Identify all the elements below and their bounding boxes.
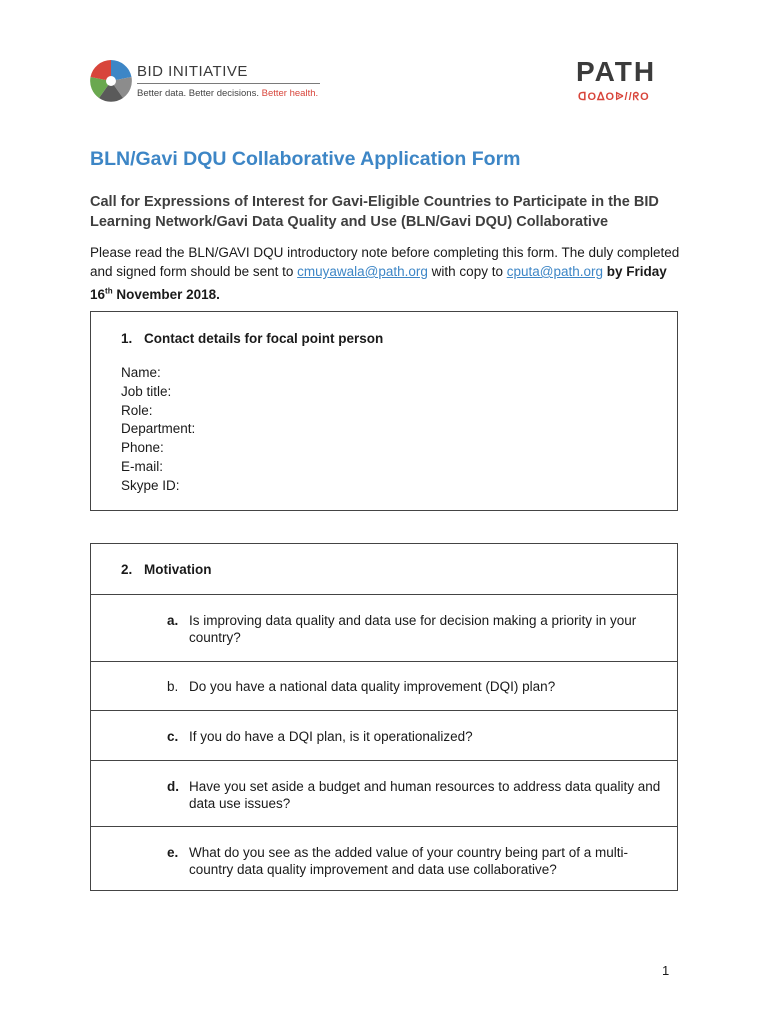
question-c bbox=[167, 728, 667, 745]
intro-text-1: Please read the BLN/GAVI DQU introductory note before completing this form. The duly completed and signed form should be sent to bbox=[90, 245, 680, 279]
question-a-text: Is improving data quality and data use for decision making a priority in your country? bbox=[189, 613, 637, 645]
deadline-pre: by Friday 16 bbox=[90, 264, 667, 302]
form-subtitle: Call for Expressions of Interest for Gavi-Eligible Countries to Participate in the BID Learning Network/Gavi Data Quality and Use (BLN/Gavi DQU) Collaborative bbox=[90, 194, 659, 230]
bid-tagline bbox=[137, 88, 318, 99]
question-e-letter: e. bbox=[167, 845, 179, 860]
section-2-number: 2. bbox=[121, 562, 133, 577]
question-row-b bbox=[91, 661, 677, 711]
section-1-number: 1. bbox=[121, 331, 133, 346]
bid-tagline-main: Better data. Better decisions. bbox=[137, 88, 259, 99]
question-e-text: What do you see as the added value of your country being part of a multi-country data quality improvement and data use collaborative? bbox=[189, 845, 629, 877]
question-d-text: Have you set aside a budget and human resources to address data quality and data use issues? bbox=[189, 779, 661, 811]
question-d-letter: d. bbox=[167, 779, 179, 794]
question-row-e bbox=[91, 826, 677, 890]
email-link-primary[interactable]: cmuyawala@path.org bbox=[297, 264, 428, 279]
field-name: Name: bbox=[121, 365, 161, 380]
page-number: 1 bbox=[662, 963, 670, 978]
bid-initiative-logo bbox=[90, 58, 330, 108]
bid-initiative-title: BID INITIATIVE bbox=[137, 63, 248, 80]
question-b-letter: b. bbox=[167, 679, 179, 694]
field-role: Role: bbox=[121, 402, 153, 418]
bid-tagline-accent: Better health. bbox=[261, 88, 319, 99]
question-a-letter: a. bbox=[167, 613, 179, 628]
section-1-title: Contact details for focal point person bbox=[144, 331, 384, 346]
contact-fields bbox=[121, 364, 195, 496]
question-e bbox=[167, 844, 667, 878]
field-job-title: Job title: bbox=[121, 383, 172, 399]
section-1-heading bbox=[121, 331, 383, 346]
question-row-d bbox=[91, 760, 677, 826]
question-a bbox=[167, 612, 667, 646]
field-department: Department: bbox=[121, 421, 196, 437]
question-b-text: Do you have a national data quality improvement (DQI) plan? bbox=[189, 679, 556, 694]
deadline-sup: th bbox=[105, 286, 113, 295]
path-glyph-row: ᗡOᐃOᐉ//ᖇO bbox=[578, 91, 650, 103]
intro-text-2: with copy to bbox=[427, 264, 507, 279]
contact-details-section bbox=[90, 311, 678, 511]
deadline-post: November 2018. bbox=[112, 286, 220, 302]
motivation-section bbox=[90, 543, 678, 891]
path-logo bbox=[576, 56, 686, 106]
bid-circle-logo-icon bbox=[90, 60, 132, 102]
question-row-c bbox=[91, 710, 677, 760]
question-row-a bbox=[91, 594, 677, 661]
field-phone: Phone: bbox=[121, 440, 164, 456]
field-skype-id: Skype ID: bbox=[121, 477, 180, 493]
section-2-title: Motivation bbox=[144, 562, 212, 577]
path-wordmark: PATH bbox=[576, 56, 657, 87]
field-email: E-mail: bbox=[121, 458, 164, 474]
section-2-heading bbox=[121, 562, 212, 577]
question-b bbox=[167, 678, 667, 695]
email-link-copy[interactable]: cputa@path.org bbox=[506, 264, 603, 279]
question-c-letter: c. bbox=[167, 729, 179, 744]
bid-divider bbox=[137, 83, 320, 84]
question-c-text: If you do have a DQI plan, is it operationalized? bbox=[189, 729, 473, 744]
form-title: BLN/Gavi DQU Collaborative Application Form bbox=[90, 148, 521, 170]
question-d bbox=[167, 778, 667, 812]
intro-paragraph bbox=[90, 243, 690, 304]
